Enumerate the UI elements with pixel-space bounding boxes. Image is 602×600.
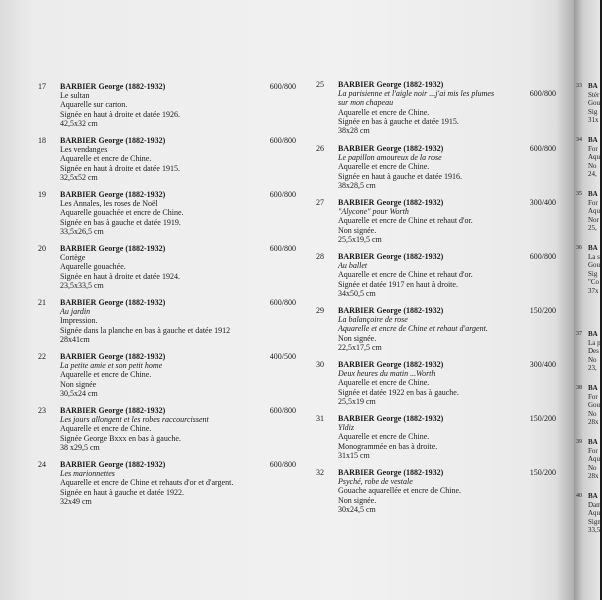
cropped-lot-line: Sig — [588, 269, 598, 278]
lot-description — [60, 460, 260, 506]
lot-detail-line: Aquarelle et encre de Chine et rehaut d'argent. — [338, 324, 488, 334]
lot-detail-line: 32,5x52 cm — [60, 172, 98, 182]
lot-number: 20 — [38, 244, 46, 253]
lot-detail-line: Les Annales, les roses de Noël — [60, 199, 158, 209]
cropped-lot-entry — [576, 438, 602, 481]
lot-detail-line: Le papillon amoureux de la rose — [338, 153, 442, 163]
cropped-lot-line: Sign — [588, 517, 601, 526]
cropped-lot-entry — [576, 384, 602, 427]
lot-artist: BARBIER George (1882-1932) — [338, 80, 444, 89]
lot-detail-line: La petite amie et son petit home — [60, 361, 163, 371]
lot-entry — [38, 298, 296, 358]
cropped-lot-line: No — [588, 463, 597, 472]
lot-entry — [38, 244, 296, 304]
lot-artist: BARBIER George (1882-1932) — [60, 136, 166, 145]
lot-estimate: 600/800 — [529, 252, 556, 261]
lot-entry — [38, 406, 296, 466]
lot-detail-line: Gouache aquarellée et encre de Chine. — [338, 486, 462, 496]
cropped-lot-line: Des — [588, 347, 599, 355]
cropped-lot-line: Aqu — [588, 455, 601, 463]
lot-entry — [38, 352, 296, 412]
lot-detail-line: Deux heures du matin ...Worth — [338, 369, 436, 379]
lot-number: 22 — [38, 352, 46, 361]
lot-detail-line: 30x24,5 cm — [338, 504, 376, 514]
lot-entry — [316, 306, 556, 366]
lot-number: 30 — [316, 360, 324, 369]
lot-detail-line: Les jours allongent et les robes raccourcissent — [60, 415, 209, 425]
lot-detail-line: La parisienne et l'aigle noir ...j'ai mis les plumes — [338, 89, 495, 99]
cropped-lot-line: La s — [588, 252, 600, 261]
lot-entry — [38, 82, 296, 142]
lot-detail-line: 34x50,5 cm — [338, 288, 376, 298]
cropped-lot-line: 31x — [588, 116, 599, 124]
lot-description — [338, 360, 538, 406]
lot-detail-line: Aquarelle et encre de Chine. — [60, 424, 152, 434]
cropped-lot-line: BA — [588, 190, 598, 198]
lot-detail-line: Yldiz — [338, 423, 355, 433]
cropped-lot-entry — [576, 492, 602, 535]
lot-number: 17 — [38, 82, 46, 91]
lot-description — [60, 352, 260, 398]
cropped-lot-line: BA — [588, 82, 598, 90]
lot-artist: BARBIER George (1882-1932) — [60, 244, 166, 253]
lot-number: 32 — [316, 468, 324, 477]
cropped-lot-line: BA — [588, 244, 598, 252]
lot-description — [60, 298, 260, 344]
cropped-lot-number: 33 — [576, 83, 582, 89]
lot-detail-line: 38 x29,5 cm — [60, 442, 100, 452]
cropped-lot-entry — [576, 190, 602, 233]
lot-estimate: 150/200 — [529, 306, 556, 315]
lot-detail-line: Impression. — [60, 316, 98, 326]
cropped-lot-line: Sig — [588, 107, 598, 116]
lot-number: 21 — [38, 298, 46, 307]
cropped-lot-line: No — [588, 355, 597, 364]
cropped-lot-entry — [576, 82, 602, 125]
lot-artist: BARBIER George (1882-1932) — [60, 352, 166, 361]
lot-description — [60, 82, 260, 128]
cropped-lot-line: 28x — [588, 418, 599, 426]
lot-number: 18 — [38, 136, 46, 145]
lot-detail-line: Aquarelle gouachée. — [60, 262, 126, 272]
lot-description — [60, 136, 260, 182]
lot-artist: BARBIER George (1882-1932) — [338, 468, 444, 477]
cropped-lot-number: 37 — [576, 331, 582, 337]
lot-detail-line: Signée en haut à droite et datée 1915. — [60, 163, 180, 173]
lot-detail-line: 38x28,5 cm — [338, 180, 376, 190]
lot-detail-line: Aquarelle et encre de Chine. — [338, 378, 430, 388]
lot-description — [338, 414, 538, 460]
lot-artist: BARBIER George (1882-1932) — [338, 360, 444, 369]
cropped-lot-number: 34 — [576, 137, 582, 143]
lot-estimate: 600/800 — [529, 144, 556, 153]
lot-detail-line: 31x15 cm — [338, 450, 370, 460]
lot-detail-line: Aquarelle et encre de Chine et rehauts d'or et d'argent. — [60, 478, 234, 488]
lot-estimate: 600/800 — [269, 136, 296, 145]
lot-estimate: 600/800 — [269, 244, 296, 253]
lot-description — [60, 406, 260, 452]
lot-entry — [316, 468, 556, 528]
lot-estimate: 600/800 — [269, 82, 296, 91]
cropped-lot-line: Aqu — [588, 207, 601, 215]
lot-detail-line: Non signée. — [338, 333, 377, 343]
cropped-lot-line: 37x — [588, 286, 599, 295]
lot-entry — [316, 80, 556, 140]
cropped-lot-line: BA — [588, 136, 598, 144]
lot-estimate: 300/400 — [529, 198, 556, 207]
lot-detail-line: Au ballet — [338, 261, 368, 271]
cropped-lot-number: 39 — [576, 439, 582, 445]
lot-detail-line: "Alycone" pour Worth — [338, 207, 409, 217]
cropped-lot-line: 23, — [588, 364, 597, 372]
lot-detail-line: Aquarelle et encre de Chine. — [338, 162, 430, 172]
cropped-lot-line: Aqu — [588, 509, 601, 517]
lot-detail-line: Monogrammée en bas à droite. — [338, 441, 438, 451]
cropped-lot-entry — [576, 330, 602, 373]
lot-detail-line: Non signée. — [338, 495, 377, 505]
lot-description — [338, 144, 538, 190]
lot-artist: BARBIER George (1882-1932) — [338, 198, 444, 207]
lot-artist: BARBIER George (1882-1932) — [338, 414, 444, 423]
lot-description — [60, 190, 260, 236]
lot-detail-line: Aquarelle et encre de Chine. — [60, 154, 152, 164]
lot-entry — [316, 414, 556, 474]
cropped-lot-line: 24, — [588, 170, 597, 178]
cropped-lot-line: 25, — [588, 224, 597, 232]
cropped-lot-number: 40 — [576, 493, 582, 499]
next-page-edge — [574, 0, 600, 600]
lot-number: 25 — [316, 80, 324, 89]
cropped-lot-line: BA — [588, 492, 598, 500]
lot-estimate: 150/200 — [529, 414, 556, 423]
lot-estimate: 600/800 — [269, 406, 296, 415]
lot-detail-line: 38x28 cm — [338, 126, 370, 136]
lot-detail-line: Signée dans la planche en bas à gauche et datée 1912 — [60, 325, 231, 335]
lot-description — [60, 244, 260, 290]
lot-detail-line: Signée en haut à droite et datée 1924. — [60, 271, 180, 281]
cropped-lot-line: "Co — [588, 278, 600, 286]
lot-number: 19 — [38, 190, 46, 199]
lot-detail-line: 25,5x19 cm — [338, 396, 376, 406]
lot-detail-line: 32x49 cm — [60, 496, 92, 506]
cropped-lot-line: La p — [588, 338, 601, 347]
lot-detail-line: Au jardin — [60, 307, 91, 317]
lot-detail-line: Aquarelle et encre de Chine et rehaut d'or. — [338, 216, 473, 226]
lot-number: 31 — [316, 414, 324, 423]
lot-entry — [38, 190, 296, 250]
lot-entry — [38, 136, 296, 196]
lot-number: 29 — [316, 306, 324, 315]
cropped-lot-line: Dam — [588, 500, 602, 509]
cropped-lot-number: 38 — [576, 385, 582, 391]
lot-artist: BARBIER George (1882-1932) — [60, 298, 166, 307]
lot-entry — [316, 252, 556, 312]
cropped-lot-entry — [576, 244, 602, 295]
lot-artist: BARBIER George (1882-1932) — [60, 406, 166, 415]
lot-artist: BARBIER George (1882-1932) — [60, 82, 166, 91]
lot-detail-line: Aquarelle et encre de Chine. — [338, 107, 430, 117]
lot-estimate: 400/500 — [269, 352, 296, 361]
lot-estimate: 600/800 — [269, 460, 296, 469]
lot-detail-line: 23,5x33,5 cm — [60, 280, 104, 290]
lot-detail-line: Non signée. — [338, 225, 377, 235]
lot-detail-line: Signée en haut à droite et datée 1926. — [60, 109, 180, 119]
lot-detail-line: La balançoire de rose — [338, 315, 408, 325]
cropped-lot-line: BA — [588, 438, 598, 446]
cropped-lot-line: 28x — [588, 472, 599, 480]
lot-estimate: 600/800 — [269, 298, 296, 307]
lot-detail-line: Aquarelle et encre de Chine et rehaut d'or. — [338, 270, 473, 280]
lot-description — [338, 80, 538, 135]
lot-detail-line: 33,5x26,5 cm — [60, 226, 104, 236]
lot-number: 23 — [38, 406, 46, 415]
cropped-lot-line: For — [588, 392, 598, 401]
lot-detail-line: Cortège — [60, 253, 86, 263]
lot-number: 24 — [38, 460, 46, 469]
lot-detail-line: 28x41cm — [60, 334, 90, 344]
lot-detail-line: Psyché, robe de vestale — [338, 477, 413, 487]
lot-number: 27 — [316, 198, 324, 207]
lot-detail-line: Aquarelle et encre de Chine. — [60, 370, 152, 380]
lot-detail-line: Le sultan — [60, 91, 90, 101]
lot-detail-line: Aquarelle gouachée et encre de Chine. — [60, 208, 184, 218]
lot-description — [338, 198, 538, 244]
lot-estimate: 600/800 — [529, 89, 556, 98]
cropped-lot-line: Gou — [588, 99, 601, 107]
cropped-lot-entry — [576, 136, 602, 179]
lot-detail-line: Les vendanges — [60, 145, 108, 155]
lot-description — [338, 468, 538, 514]
lot-estimate: 150/200 — [529, 468, 556, 477]
lot-detail-line: 30,5x24 cm — [60, 388, 98, 398]
lot-detail-line: Signée en bas à gauche et datée 1919. — [60, 217, 181, 227]
lot-detail-line: Signée et datée 1917 en haut à droite. — [338, 279, 458, 289]
cropped-lot-line: For — [588, 446, 598, 455]
lot-entry — [38, 460, 296, 520]
lot-number: 26 — [316, 144, 324, 153]
lot-detail-line: Signée en bas à gauche et datée 1915. — [338, 116, 459, 126]
cropped-lot-line: For — [588, 198, 598, 207]
lot-artist: BARBIER George (1882-1932) — [338, 144, 444, 153]
lot-estimate: 300/400 — [529, 360, 556, 369]
cropped-lot-line: 33,5 — [588, 526, 601, 534]
lot-detail-line: 22,5x17,5 cm — [338, 342, 382, 352]
lot-detail-line: Signée en haut à gauche et datée 1916. — [338, 171, 462, 181]
cropped-lot-line: Gou — [588, 401, 601, 409]
cropped-lot-line: Nor — [588, 215, 599, 224]
lot-entry — [316, 360, 556, 420]
lot-description — [338, 252, 538, 298]
lot-detail-line: Aquarelle et encre de Chine. — [338, 432, 430, 442]
cropped-lot-line: Aqu — [588, 153, 601, 161]
cropped-lot-line: BA — [588, 330, 598, 338]
cropped-lot-number: 35 — [576, 191, 582, 197]
cropped-lot-number: 36 — [576, 245, 582, 251]
lot-detail-line: Les marionnettes — [60, 469, 115, 479]
lot-entry — [316, 144, 556, 204]
lot-description — [338, 306, 538, 352]
cropped-lot-line: Stér — [588, 90, 600, 99]
lot-detail-line: 25,5x19,5 cm — [338, 234, 382, 244]
lot-estimate: 600/800 — [269, 190, 296, 199]
lot-artist: BARBIER George (1882-1932) — [338, 252, 444, 261]
cropped-lot-line: For — [588, 144, 598, 153]
cropped-lot-line: No — [588, 409, 597, 418]
cropped-lot-line: Gou — [588, 261, 601, 269]
lot-detail-line: Non signée — [60, 379, 97, 389]
lot-detail-line: 42,5x32 cm — [60, 118, 98, 128]
lot-number: 28 — [316, 252, 324, 261]
cropped-lot-line: No — [588, 161, 597, 170]
cropped-lot-line: BA — [588, 384, 598, 392]
lot-entry — [316, 198, 556, 258]
book-gutter — [556, 0, 574, 600]
lot-artist: BARBIER George (1882-1932) — [60, 190, 166, 199]
lot-artist: BARBIER George (1882-1932) — [338, 306, 444, 315]
lot-detail-line: sur mon chapeau — [338, 98, 394, 108]
lot-detail-line: Aquarelle sur carton. — [60, 100, 128, 110]
lot-detail-line: Signée et datée 1922 en bas à gauche. — [338, 387, 459, 397]
lot-detail-line: Signée George Bxxx en bas à gauche. — [60, 433, 181, 443]
lot-artist: BARBIER George (1882-1932) — [60, 460, 166, 469]
lot-detail-line: Signée en haut à gauche et datée 1922. — [60, 487, 184, 497]
